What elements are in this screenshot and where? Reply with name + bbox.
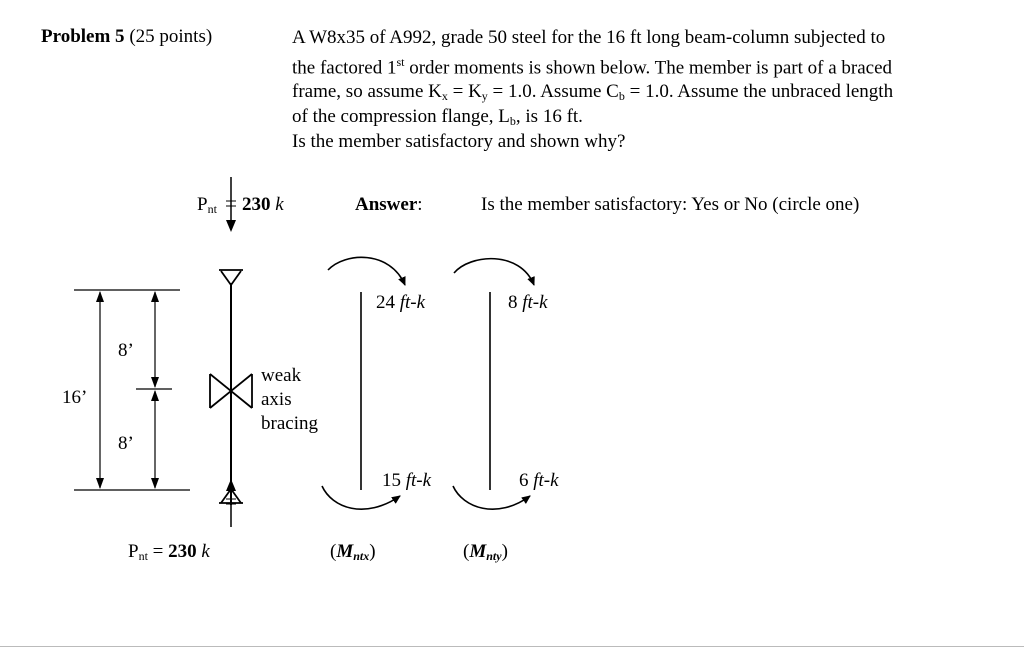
load-unit: k xyxy=(275,194,284,215)
top-load-arrow xyxy=(226,177,236,232)
moment-unit: ft-k xyxy=(399,292,426,313)
load-symbol: P xyxy=(128,541,139,562)
subscript: b xyxy=(618,89,625,104)
statement-text: of the compression flange, L xyxy=(292,106,510,128)
superscript: st xyxy=(396,55,405,69)
statement-text: the factored 1 xyxy=(292,57,397,79)
statement-text: , is 16 ft. xyxy=(515,106,583,128)
moment-y-caption: (Mnty) xyxy=(463,541,508,563)
subscript: y xyxy=(481,89,488,104)
problem-number: Problem 5 xyxy=(41,26,125,47)
statement-text: = K xyxy=(447,81,482,103)
answer-label-text: Answer xyxy=(355,194,418,215)
page-divider xyxy=(0,646,1024,647)
subscript: x xyxy=(441,89,448,104)
moment-x-diagram xyxy=(322,257,405,509)
load-subscript: nt xyxy=(207,202,217,216)
problem-points: (25 points) xyxy=(129,26,213,47)
dimension-total: 16’ xyxy=(62,387,88,408)
statement-text: frame, so assume K xyxy=(292,81,442,103)
dimension-lower: 8’ xyxy=(118,433,134,454)
moment-symbol: M xyxy=(469,541,487,562)
answer-question[interactable]: Is the member satisfactory: Yes or No (circle one) xyxy=(481,194,860,215)
dimension-lines xyxy=(74,290,190,490)
moment-value: 15 xyxy=(382,470,401,491)
statement-line-5: Is the member satisfactory and shown why? xyxy=(292,131,626,153)
load-value: 230 xyxy=(168,541,197,562)
moment-value: 8 xyxy=(508,292,518,313)
statement-text: order moments is shown below. The member is part of a braced xyxy=(404,57,893,79)
bracing-line-1: weak xyxy=(261,365,302,386)
moment-unit: ft-k xyxy=(522,292,548,313)
load-subscript: nt xyxy=(138,549,148,563)
load-value: 230 xyxy=(242,194,271,215)
answer-colon: : xyxy=(417,194,423,215)
top-pin-support xyxy=(219,270,243,285)
load-symbol: P xyxy=(197,194,208,215)
load-unit: k xyxy=(201,541,210,562)
moment-value: 6 xyxy=(519,470,529,491)
moment-symbol: M xyxy=(336,541,354,562)
subscript: b xyxy=(509,114,516,129)
dimension-upper: 8’ xyxy=(118,340,134,361)
moment-unit: ft-k xyxy=(405,470,432,491)
load-equals: = xyxy=(147,541,169,562)
bracing-line-3: bracing xyxy=(261,413,318,434)
statement-text: = 1.0. Assume the unbraced length xyxy=(624,81,894,103)
moment-value: 24 xyxy=(376,292,395,313)
statement-line-1: A W8x35 of A992, grade 50 steel for the 16 ft long beam-column subjected to xyxy=(292,27,886,48)
moment-x-caption: (Mntx) xyxy=(330,541,376,563)
moment-subscript: nty xyxy=(486,549,502,563)
moment-y-diagram xyxy=(453,259,534,510)
statement-text: = 1.0. Assume C xyxy=(487,81,619,103)
moment-subscript: ntx xyxy=(353,549,370,563)
moment-unit: ft-k xyxy=(533,470,559,491)
bracing-line-2: axis xyxy=(261,389,292,410)
